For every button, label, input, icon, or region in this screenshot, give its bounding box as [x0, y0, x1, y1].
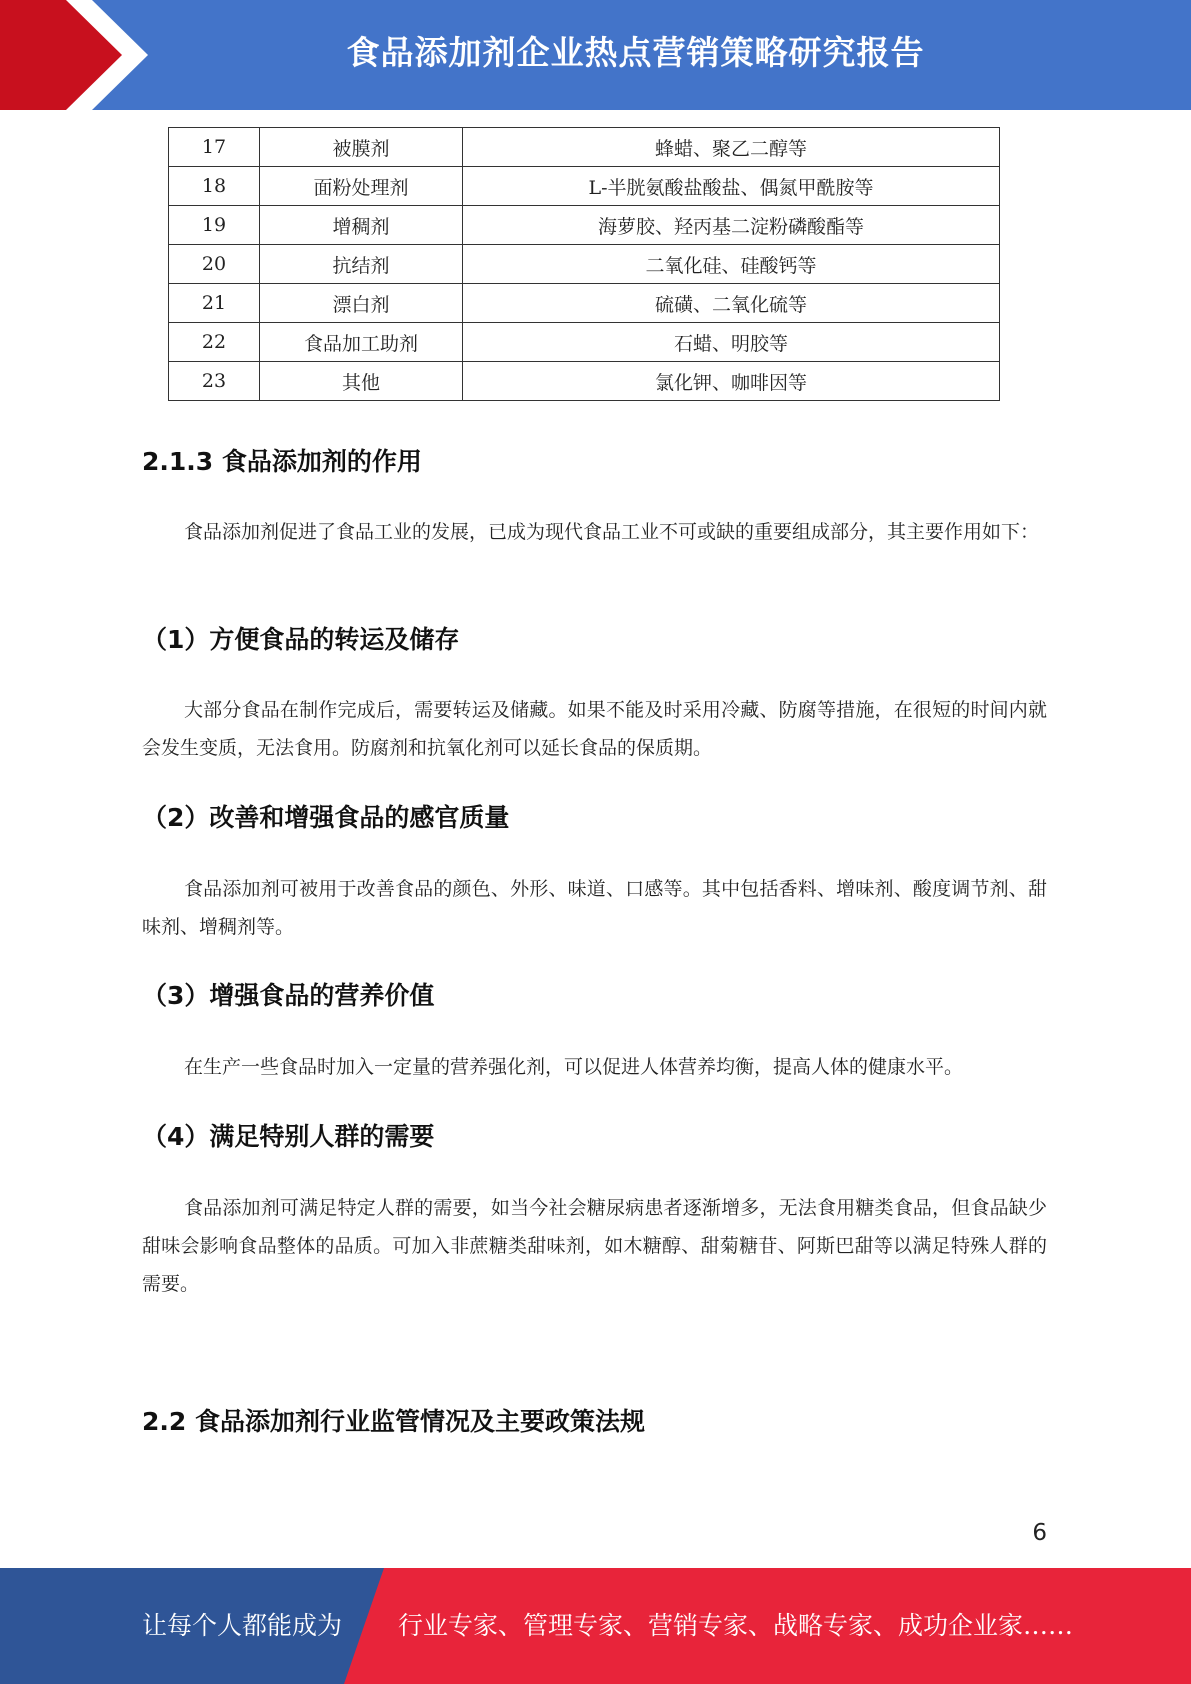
- table-row: [169, 206, 1000, 245]
- table-cell-category: 被膜剂: [260, 128, 463, 167]
- table-cell-number: 20: [169, 245, 260, 284]
- table-cell-category: 抗结剂: [260, 245, 463, 284]
- item-paragraph-3: 在生产一些食品时加入一定量的营养强化剂，可以促进人体营养均衡，提高人体的健康水平。: [184, 1056, 964, 1078]
- item-heading-1: （1）方便食品的转运及储存: [142, 625, 460, 654]
- header-chevron-decoration: [0, 0, 160, 110]
- section-intro-paragraph: 食品添加剂促进了食品工业的发展，已成为现代食品工业不可或缺的重要组成部分，其主要作用如下：: [184, 521, 1040, 543]
- footer-slogan-left: 让每个人都能成为: [142, 1611, 343, 1640]
- table-row: [169, 128, 1000, 167]
- table-row: [169, 167, 1000, 206]
- table-row: [169, 284, 1000, 323]
- table-cell-examples: L-半胱氨酸盐酸盐、偶氮甲酰胺等: [463, 167, 1000, 206]
- table-cell-examples: 蜂蜡、聚乙二醇等: [463, 128, 1000, 167]
- table-row: [169, 323, 1000, 362]
- table-cell-number: 18: [169, 167, 260, 206]
- table-cell-category: 食品加工助剂: [260, 323, 463, 362]
- table-cell-category: 增稠剂: [260, 206, 463, 245]
- table-cell-examples: 海萝胶、羟丙基二淀粉磷酸酯等: [463, 206, 1000, 245]
- section-heading-2-2: 2.2 食品添加剂行业监管情况及主要政策法规: [142, 1407, 645, 1436]
- additive-category-table: [168, 127, 1000, 401]
- table-cell-examples: 石蜡、明胶等: [463, 323, 1000, 362]
- table-cell-category: 其他: [260, 362, 463, 401]
- table-cell-examples: 氯化钾、咖啡因等: [463, 362, 1000, 401]
- table-cell-examples: 二氧化硅、硅酸钙等: [463, 245, 1000, 284]
- table-cell-number: 19: [169, 206, 260, 245]
- table-cell-examples: 硫磺、二氧化硫等: [463, 284, 1000, 323]
- item-paragraph-2: 食品添加剂可被用于改善食品的颜色、外形、味道、口感等。其中包括香料、增味剂、酸度调节剂、甜味剂、增稠剂等。: [142, 878, 1047, 938]
- table-cell-number: 22: [169, 323, 260, 362]
- table-cell-category: 漂白剂: [260, 284, 463, 323]
- table-cell-number: 21: [169, 284, 260, 323]
- footer-slogan-right: 行业专家、管理专家、营销专家、战略专家、成功企业家……: [398, 1611, 1074, 1640]
- table-row: [169, 245, 1000, 284]
- table-row: [169, 362, 1000, 401]
- item-paragraph-4: 食品添加剂可满足特定人群的需要，如当今社会糖尿病患者逐渐增多，无法食用糖类食品，但食品缺少甜味会影响食品整体的品质。可加入非蔗糖类甜味剂，如木糖醇、甜菊糖苷、阿斯巴甜等以满足特殊人群的需要。: [142, 1197, 1047, 1295]
- item-heading-2: （2）改善和增强食品的感官质量: [142, 803, 510, 832]
- item-paragraph-1: 大部分食品在制作完成后，需要转运及储藏。如果不能及时采用冷藏、防腐等措施，在很短的时间内就会发生变质，无法食用。防腐剂和抗氧化剂可以延长食品的保质期。: [142, 699, 1047, 759]
- item-heading-3: （3）增强食品的营养价值: [142, 981, 435, 1010]
- page-header: [0, 0, 1191, 110]
- table-cell-number: 23: [169, 362, 260, 401]
- page-footer: [0, 1568, 1191, 1684]
- report-title: 食品添加剂企业热点营销策略研究报告: [346, 33, 925, 72]
- section-heading-2-1-3: 2.1.3 食品添加剂的作用: [142, 447, 422, 476]
- item-heading-4: （4）满足特别人群的需要: [142, 1122, 435, 1151]
- table-cell-number: 17: [169, 128, 260, 167]
- page-number: 6: [1032, 1520, 1047, 1546]
- table-cell-category: 面粉处理剂: [260, 167, 463, 206]
